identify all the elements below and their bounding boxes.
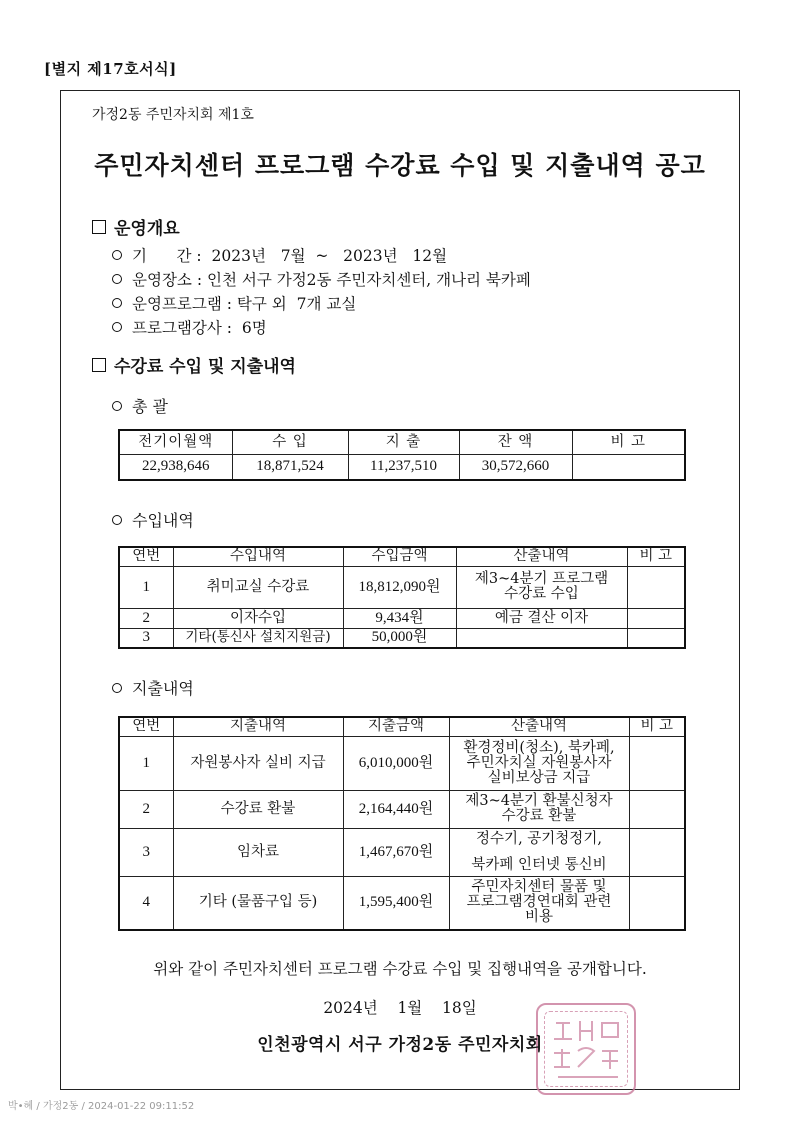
expense-heading: 지출내역 <box>112 676 194 699</box>
summary-header: 전기이월액 <box>119 430 232 454</box>
expense-header: 비 고 <box>629 717 685 736</box>
expense-header: 지출내역 <box>173 717 343 736</box>
expense-header: 연번 <box>119 717 173 736</box>
expense-header-row <box>119 717 685 736</box>
section-finance-heading: 수강료 수입 및 지출내역 <box>114 357 296 377</box>
income-header: 수입금액 <box>343 547 456 566</box>
summary-expense: 11,237,510 <box>348 454 459 480</box>
summary-value-row <box>119 454 685 480</box>
income-heading: 수입내역 <box>112 508 194 531</box>
summary-header: 수 입 <box>232 430 348 454</box>
circle-bullet-icon <box>112 298 122 308</box>
document-title: 주민자치센터 프로그램 수강료 수입 및 지출내역 공고 <box>94 151 706 180</box>
checkbox-square-icon <box>92 220 106 234</box>
summary-note <box>572 454 685 480</box>
summary-table <box>118 429 686 481</box>
section-overview <box>92 214 180 239</box>
checkbox-square-icon <box>92 358 106 372</box>
summary-income: 18,871,524 <box>232 454 348 480</box>
summary-header: 비 고 <box>572 430 685 454</box>
circle-bullet-icon <box>112 274 122 284</box>
circle-bullet-icon <box>112 322 122 332</box>
table-row: 3 임차료 1,467,670원 정수기, 공기청정기, 북카페 인터넷 통신비 <box>119 828 685 876</box>
circle-bullet-icon <box>112 683 122 693</box>
income-header: 비 고 <box>627 547 685 566</box>
overview-item-program: 운영프로그램 : 탁구 외 7개 교실 <box>112 292 531 316</box>
table-row: 2 수강료 환불 2,164,440원 제3~4분기 환불신청자 수강료 환불 <box>119 790 685 828</box>
income-header: 산출내역 <box>456 547 627 566</box>
circle-bullet-icon <box>112 250 122 260</box>
summary-heading: 총 괄 <box>112 394 168 417</box>
income-header: 수입내역 <box>173 547 343 566</box>
issue-number: 가정2동 주민자치회 제1호 <box>92 107 254 123</box>
table-row: 1 취미교실 수강료 18,812,090원 제3~4분기 프로그램 수강료 수입 <box>119 566 685 608</box>
overview-item-instructor: 프로그램강사 : 6명 <box>112 316 531 340</box>
overview-item-place: 운영장소 : 인천 서구 가정2동 주민자치센터, 개나리 북카페 <box>112 268 531 292</box>
expense-header: 지출금액 <box>343 717 449 736</box>
table-row: 1 자원봉사자 실비 지급 6,010,000원 환경정비(청소), 북카페, 주민자치실 자원봉사자 실비보상금 지급 <box>119 736 685 790</box>
income-table <box>118 546 686 649</box>
summary-header: 잔 액 <box>459 430 572 454</box>
circle-bullet-icon <box>112 401 122 411</box>
table-row: 4 기타 (물품구입 등) 1,595,400원 주민자치센터 물품 및 프로그램경연대회 관련 비용 <box>119 876 685 930</box>
table-row: 3 기타(통신사 설치지원금) 50,000원 <box>119 628 685 648</box>
form-label: [별지 제17호서식] <box>44 60 177 78</box>
section-overview-heading: 운영개요 <box>114 219 180 239</box>
table-row: 2 이자수입 9,434원 예금 결산 이자 <box>119 608 685 628</box>
summary-header-row <box>119 430 685 454</box>
summary-carryover: 22,938,646 <box>119 454 232 480</box>
publication-date: 2024년 1월 18일 <box>323 999 477 1017</box>
summary-balance: 30,572,660 <box>459 454 572 480</box>
overview-list <box>112 244 531 340</box>
income-header: 연번 <box>119 547 173 566</box>
publication-statement: 위와 같이 주민자치센터 프로그램 수강료 수입 및 집행내역을 공개합니다. <box>153 960 647 978</box>
scan-stamp: 박•혜 / 가정2동 / 2024-01-22 09:11:52 <box>8 1101 195 1112</box>
overview-item-period: 기 간 : 2023년 7월 ~ 2023년 12월 <box>112 244 531 268</box>
income-header-row <box>119 547 685 566</box>
expense-table <box>118 716 686 931</box>
expense-header: 산출내역 <box>449 717 629 736</box>
circle-bullet-icon <box>112 515 122 525</box>
section-finance <box>92 352 296 377</box>
issuing-organization: 인천광역시 서구 가정2동 주민자치회 <box>257 1035 543 1055</box>
summary-header: 지 출 <box>348 430 459 454</box>
